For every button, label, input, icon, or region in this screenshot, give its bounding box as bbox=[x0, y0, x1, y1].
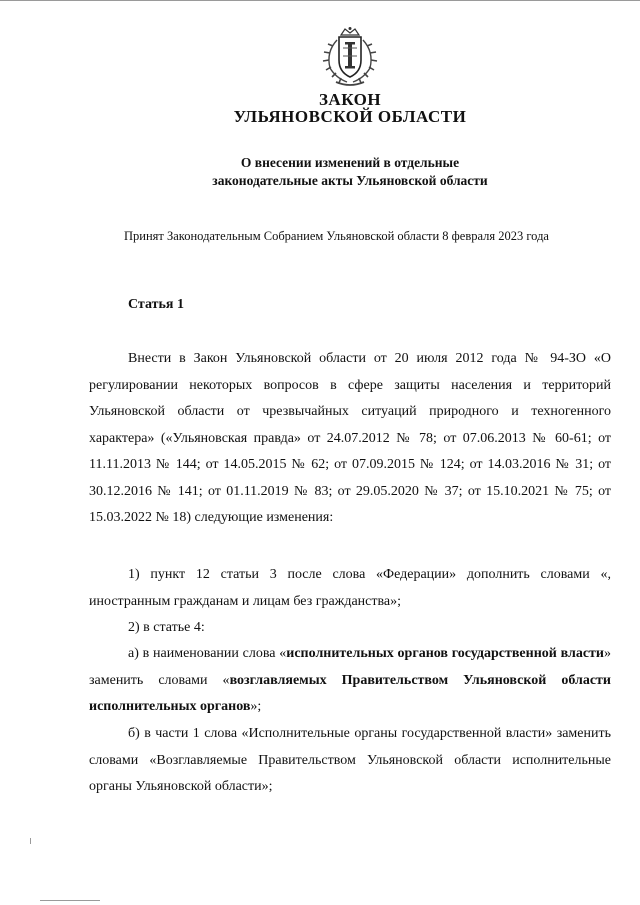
item-2a-text-3: »; bbox=[250, 699, 262, 714]
law-region: УЛЬЯНОВСКОЙ ОБЛАСТИ bbox=[233, 107, 467, 126]
scan-edge-bottom bbox=[40, 900, 100, 901]
paragraph-item-2a bbox=[89, 641, 611, 721]
paragraph-item-2b: б) в части 1 слова «Исполнительные органы государственной власти» заменить словами «Возглавляемые Правительством Ульяновской области исполнительные органы Ульяновской области»; bbox=[89, 726, 611, 794]
item-2a-quoted-old: исполнительных органов государственной власти bbox=[286, 646, 604, 661]
law-subject-line-2: законодательные акты Ульяновской области bbox=[212, 173, 488, 188]
paragraph-item-1: 1) пункт 12 статьи 3 после слова «Федерации» дополнить словами «, иностранным гражданам и лицам без гражданства»; bbox=[89, 567, 611, 609]
item-2a-text-1: а) в наименовании слова « bbox=[128, 646, 287, 661]
article-heading: Статья 1 bbox=[128, 297, 184, 312]
item-2a-text-2: » заменить словами « bbox=[89, 646, 611, 688]
paragraph-amendment-intro: Внести в Закон Ульяновской области от 20 июля 2012 года № 94-ЗО «О регулировании некоторых вопросов в сфере защиты населения и территорий Ульяновской области от чрезвычайных ситуаций природного и техногенного характера» («Ульяновская правда» от 24.07.2012 № 78; от 07.06.2013 № 60-61; от 11.11.2013 № 144; от 14.05.2015 № 62; от 07.09.2015 № 124; от 14.03.2016 № 31; от 30.12.2016 № 141; от 01.11.2019 № 83; от 29.05.2020 № 37; от 15.10.2021 № 75; от 15.03.2022 № 18) следующие изменения: bbox=[89, 351, 611, 525]
adoption-note: Принят Законодательным Собранием Ульяновской области 8 февраля 2023 года bbox=[124, 229, 549, 243]
law-subject-line-1: О внесении изменений в отдельные bbox=[240, 155, 460, 170]
coat-of-arms-icon bbox=[314, 26, 386, 88]
scan-edge-top bbox=[0, 0, 640, 1]
scan-mark bbox=[30, 838, 31, 844]
item-2a-quoted-new: возглавляемых Правительством Ульяновской области исполнительных органов bbox=[89, 672, 612, 714]
law-title: ЗАКОН bbox=[318, 90, 382, 109]
paragraph-item-2: 2) в статье 4: bbox=[128, 620, 205, 635]
